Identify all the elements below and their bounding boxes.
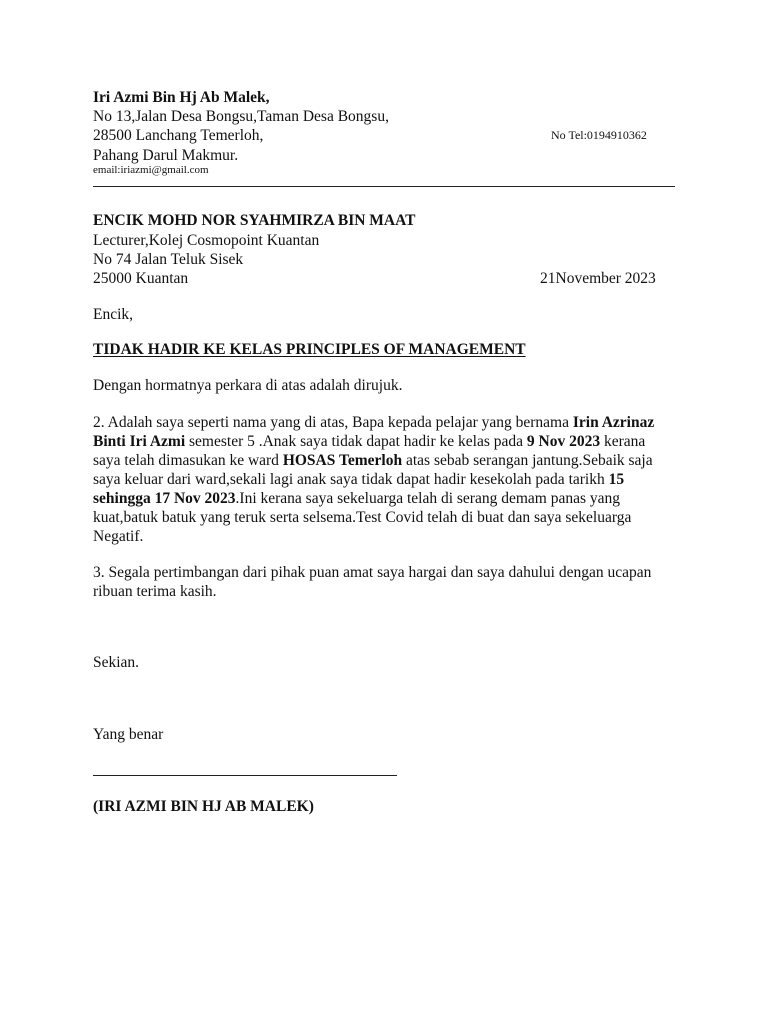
header-divider	[93, 186, 675, 187]
body-paragraph-2	[93, 413, 673, 546]
absence-date: 9 Nov 2023	[526, 433, 601, 450]
p2-text-4: atas sebab serangan jantung.Sebaik saja saya keluar dari ward,sekali lagi anak saya tidak dapat hadir kesekolah pada tarikh	[93, 452, 653, 488]
opening-line: Dengan hormatnya perkara di atas adalah dirujuk.	[93, 377, 403, 394]
signature-line	[93, 775, 397, 776]
sender-email: email:iriazmi@gmail.com	[93, 164, 209, 176]
signoff: Yang benar	[93, 726, 164, 743]
hospital-name: HOSAS Temerloh	[282, 452, 403, 469]
p2-text-2: semester 5 .Anak saya tidak dapat hadir ke kelas pada	[185, 433, 527, 450]
recipient-line2: No 74 Jalan Teluk Sisek	[93, 251, 244, 268]
salutation: Encik,	[93, 306, 134, 323]
absence-range: 15 sehingga 17 Nov 2023	[93, 471, 625, 507]
sender-address-line1: No 13,Jalan Desa Bongsu,Taman Desa Bongsu,	[93, 108, 389, 125]
recipient-line3: 25000 Kuantan	[93, 270, 189, 287]
letter-date: 21November 2023	[540, 270, 656, 287]
sender-address-line3: Pahang Darul Makmur.	[93, 147, 239, 164]
p2-text-5: .Ini kerana saya sekeluarga telah di serang demam panas yang kuat,batuk batuk yang teruk serta selsema.Test Covid telah di buat dan saya sekeluarga Negatif.	[93, 490, 632, 545]
recipient-name: ENCIK MOHD NOR SYAHMIRZA BIN MAAT	[93, 212, 416, 229]
p2-text-3: kerana saya telah dimasukan ke ward	[93, 433, 646, 469]
student-name: Irin Azrinaz Binti Iri Azmi	[93, 414, 655, 450]
body-paragraph-3: 3. Segala pertimbangan dari pihak puan amat saya hargai dan saya dahului dengan ucapan ribuan terima kasih.	[93, 564, 652, 600]
signature-name: (IRI AZMI BIN HJ AB MALEK)	[93, 798, 314, 815]
recipient-line1: Lecturer,Kolej Cosmopoint Kuantan	[93, 232, 320, 249]
p2-text-1: 2. Adalah saya seperti nama yang di atas, Bapa kepada pelajar yang bernama	[93, 414, 573, 431]
closing: Sekian.	[93, 654, 140, 671]
sender-phone: No Tel:0194910362	[551, 128, 647, 142]
subject-heading: TIDAK HADIR KE KELAS PRINCIPLES OF MANAGEMENT	[93, 341, 526, 358]
sender-address-line2: 28500 Lanchang Temerloh,	[93, 127, 264, 144]
sender-name: Iri Azmi Bin Hj Ab Malek,	[93, 89, 270, 106]
